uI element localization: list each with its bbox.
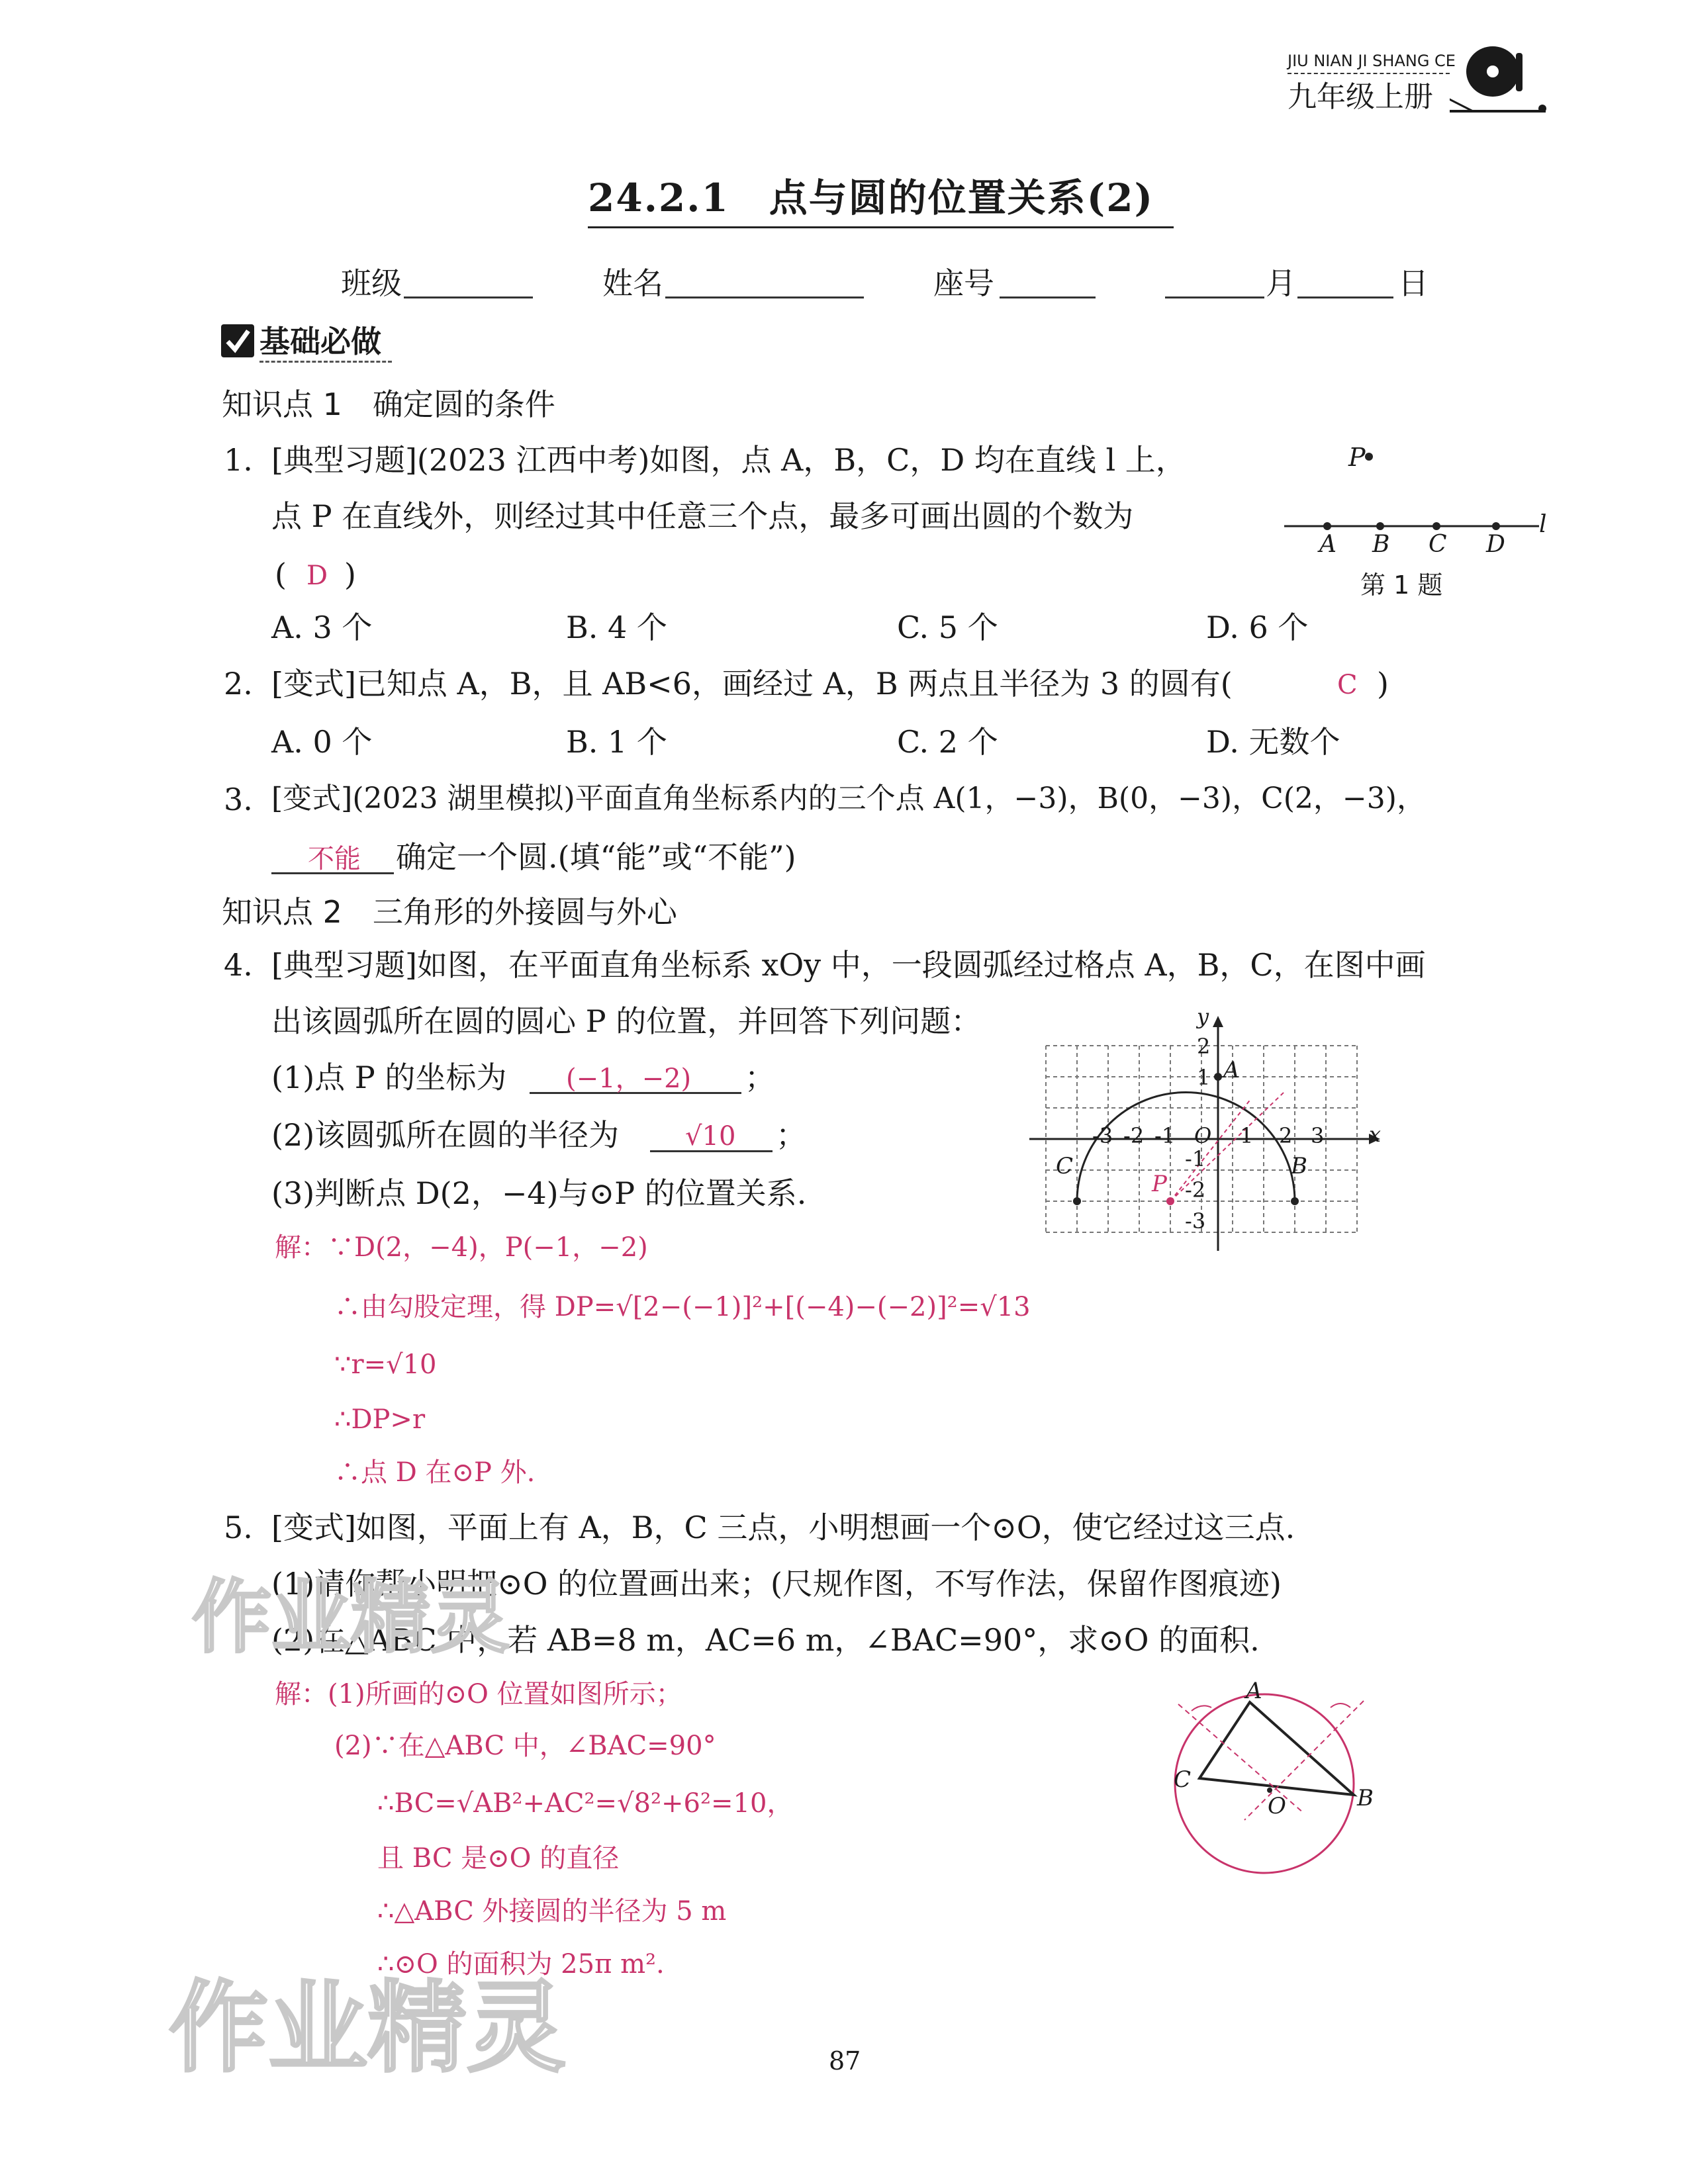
- q1-option-c: C. 5 个: [897, 610, 998, 645]
- q1-option-d: D. 6 个: [1206, 610, 1309, 645]
- title-underline: [588, 226, 1174, 228]
- q4-x-tick-1: 1: [1240, 1123, 1254, 1148]
- header-dash: [1288, 73, 1450, 74]
- q1-paren-close: ): [344, 557, 356, 592]
- page-number: 87: [829, 2046, 861, 2075]
- q4-a2: √10: [685, 1121, 736, 1152]
- q1-line2: 点 P 在直线外，则经过其中任意三个点，最多可画出圆的个数为: [271, 498, 1134, 534]
- q3-answer: 不能: [308, 844, 361, 874]
- header-pinyin: JIU NIAN JI SHANG CE: [1288, 52, 1456, 70]
- q4-sol-1: ∴由勾股定理，得 DP=√[2−(−1)]²+[(−4)−(−2)]²=√13: [334, 1292, 1031, 1322]
- q4-s1: (1)点 P 的坐标为: [271, 1060, 507, 1095]
- month-label: 月: [1266, 265, 1296, 301]
- q4-sol-2: ∵r=√10: [334, 1349, 437, 1380]
- q4-sol-4: ∴点 D 在⊙P 外.: [334, 1457, 536, 1488]
- q5-line3: (2)在△ABC 中，若 AB=8 m，AC=6 m，∠BAC=90°，求⊙O 的面积.: [271, 1622, 1260, 1658]
- q4-y-tick-1: 1: [1197, 1065, 1211, 1090]
- kp1-heading: 知识点 1 确定圆的条件: [222, 387, 555, 422]
- q4-sol-0: 解：∵D(2，−4)，P(−1，−2): [275, 1232, 648, 1263]
- q5-point-a: A: [1246, 1678, 1262, 1704]
- q1-fig-d: D: [1486, 531, 1505, 558]
- q5-sol-4: ∴△ABC 外接圆的半径为 5 m: [377, 1896, 727, 1927]
- watermark-mid: 作业精灵: [192, 1572, 510, 1664]
- q4-x-tick-m2: -2: [1123, 1123, 1145, 1148]
- q2-option-c: C. 2 个: [897, 724, 998, 760]
- q3-number: 3.: [224, 782, 253, 817]
- class-label: 班级: [341, 265, 402, 301]
- q4-a1: (−1，−2): [566, 1064, 692, 1094]
- q5-sol-0: 解：(1)所画的⊙O 位置如图所示；: [275, 1679, 682, 1709]
- q4-y-tick-m1: -1: [1185, 1146, 1206, 1171]
- q4-y-tick-m2: -2: [1185, 1177, 1206, 1203]
- q2-option-a: A. 0 个: [271, 724, 373, 760]
- q5-point-b: B: [1357, 1785, 1374, 1811]
- q1-answer: D: [306, 561, 328, 591]
- q4-origin: O: [1194, 1123, 1212, 1148]
- q5-sol-3: 且 BC 是⊙O 的直径: [377, 1843, 620, 1874]
- checkbox-icon: [221, 324, 254, 357]
- q4-line1: [典型习题]如图，在平面直角坐标系 xOy 中，一段圆弧经过格点 A，B，C，在图中画: [271, 947, 1426, 983]
- name-label: 姓名: [602, 265, 663, 301]
- section-title: 基础必做: [259, 324, 381, 359]
- q5-point-c: C: [1174, 1766, 1192, 1793]
- q4-s2: (2)该圆弧所在圆的半径为: [271, 1117, 620, 1153]
- q1-fig-b: B: [1372, 531, 1390, 558]
- q4-sol-3: ∴DP>r: [334, 1404, 426, 1435]
- q4-x-tick-2: 2: [1279, 1123, 1293, 1148]
- q5-sol-2: ∴BC=√AB²+AC²=√8²+6²=10，: [377, 1788, 794, 1819]
- q2-text: [变式]已知点 A，B，且 AB<6，画经过 A，B 两点且半径为 3 的圆有(: [271, 666, 1233, 702]
- q5-number: 5.: [224, 1510, 253, 1545]
- q5-figure: [1165, 1678, 1383, 1880]
- q4-y-tick-m3: -3: [1185, 1208, 1206, 1234]
- q1-option-b: B. 4 个: [566, 610, 667, 645]
- seat-label: 座号: [933, 265, 994, 301]
- page-title: 24.2.1 点与圆的位置关系(2): [588, 175, 1154, 220]
- q4-point-b: B: [1291, 1153, 1307, 1179]
- month-field[interactable]: [1165, 296, 1264, 298]
- q2-option-d: D. 无数个: [1206, 724, 1340, 760]
- kp2-heading: 知识点 2 三角形的外接圆与外心: [222, 894, 677, 930]
- q4-s3: (3)判断点 D(2，−4)与⊙P 的位置关系.: [271, 1175, 807, 1211]
- section-underline: [259, 361, 392, 363]
- day-label: 日: [1398, 265, 1429, 301]
- name-field[interactable]: [665, 296, 864, 298]
- watermark-bottom: 作业精灵: [169, 1971, 567, 2086]
- q1-line1: [典型习题](2023 江西中考)如图，点 A，B，C，D 均在直线 l 上，: [271, 442, 1186, 478]
- q4-number: 4.: [224, 947, 253, 983]
- q5-sol-5: ∴⊙O 的面积为 25π m².: [377, 1949, 665, 1979]
- seat-field[interactable]: [1000, 296, 1096, 298]
- q2-number: 2.: [224, 666, 253, 702]
- q5-line2: (1)请你帮小明把⊙O 的位置画出来；(尺规作图，不写作法，保留作图痕迹): [271, 1566, 1282, 1602]
- q5-sol-1: (2)∵在△ABC 中，∠BAC=90°: [334, 1731, 716, 1761]
- q4-y-label: y: [1197, 1004, 1209, 1029]
- q3-line2: 确定一个圆.(填“能”或“不能”): [396, 839, 796, 875]
- q5-point-o: O: [1268, 1793, 1286, 1819]
- q1-option-a: A. 3 个: [271, 610, 373, 645]
- q1-fig-caption: 第 1 题: [1360, 570, 1443, 600]
- q4-x-tick-m3: -3: [1092, 1123, 1113, 1148]
- q1-fig-c: C: [1429, 531, 1447, 558]
- q4-x-tick-3: 3: [1311, 1123, 1325, 1148]
- q1-fig-p: P: [1348, 443, 1366, 472]
- q4-s2-end: ；: [776, 1117, 806, 1153]
- q4-s1-end: ；: [745, 1060, 775, 1095]
- q5-line1: [变式]如图，平面上有 A，B，C 三点，小明想画一个⊙O，使它经过这三点.: [271, 1510, 1295, 1545]
- q1-fig-l: l: [1539, 511, 1547, 538]
- q4-point-c: C: [1056, 1153, 1074, 1179]
- q4-x-label: x: [1369, 1122, 1382, 1147]
- q1-paren-open: (: [275, 557, 287, 592]
- q3-line1: [变式](2023 湖里模拟)平面直角坐标系内的三个点 A(1，−3)，B(0，−3)，C(2，−3)，: [271, 782, 1426, 815]
- header-disc-icon: [1450, 40, 1549, 119]
- q4-point-a: A: [1223, 1057, 1240, 1083]
- q2-option-b: B. 1 个: [566, 724, 667, 760]
- q4-y-tick-2: 2: [1197, 1034, 1211, 1059]
- q4-line2: 出该圆弧所在圆的圆心 P 的位置，并回答下列问题：: [271, 1003, 982, 1039]
- header-grade: 九年级上册: [1288, 80, 1433, 114]
- day-field[interactable]: [1297, 296, 1393, 298]
- q4-x-tick-m1: -1: [1154, 1123, 1176, 1148]
- q1-fig-a: A: [1319, 531, 1336, 558]
- q1-number: 1.: [224, 442, 253, 478]
- class-field[interactable]: [404, 296, 533, 298]
- q2-answer: C: [1337, 670, 1358, 700]
- q4-point-p: P: [1152, 1171, 1167, 1197]
- q2-close: ): [1377, 666, 1389, 702]
